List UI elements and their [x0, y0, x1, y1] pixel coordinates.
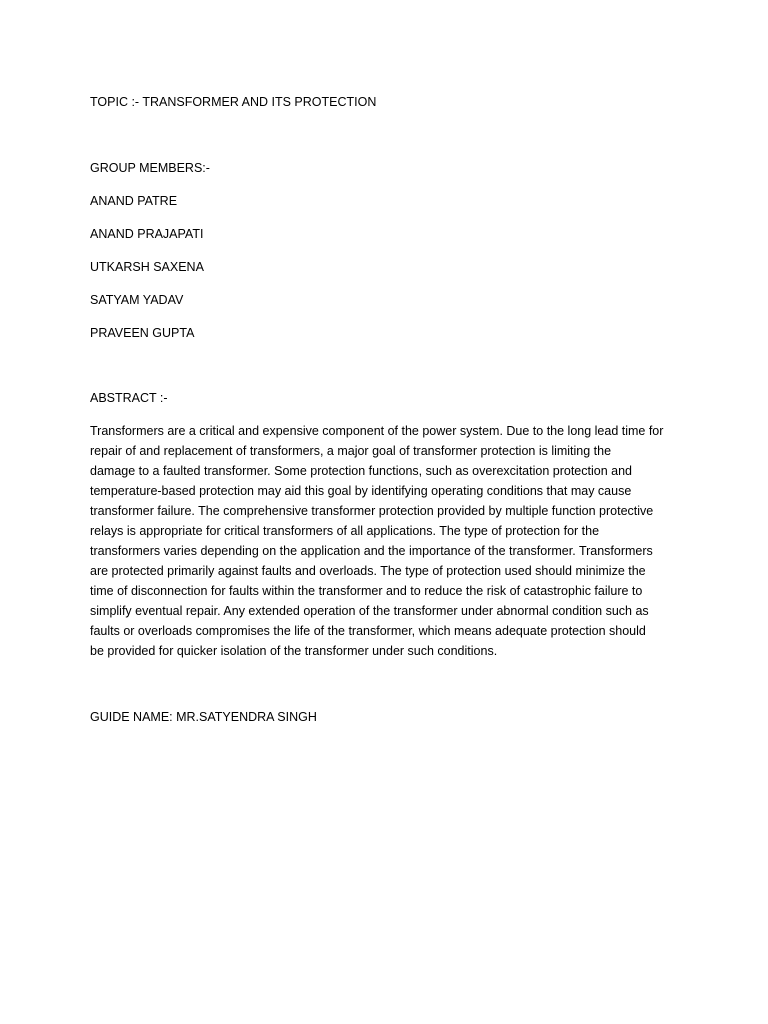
topic-title: TOPIC :- TRANSFORMER AND ITS PROTECTION: [90, 95, 377, 109]
abstract-line: relays is appropriate for critical transformers of all applications. The type of protection for the: [90, 524, 600, 538]
group-member: PRAVEEN GUPTA: [90, 326, 195, 340]
abstract-line: time of disconnection for faults within the transformer and to reduce the risk of catastrophic failure to: [90, 584, 643, 598]
abstract-line: be provided for quicker isolation of the transformer under such conditions.: [90, 644, 498, 658]
group-member: UTKARSH SAXENA: [90, 260, 204, 274]
abstract-line: repair of and replacement of transformers, a major goal of transformer protection is limiting the: [90, 444, 612, 458]
abstract-line: simplify eventual repair. Any extended operation of the transformer under abnormal condition such as: [90, 604, 649, 618]
group-member: ANAND PRAJAPATI: [90, 227, 204, 241]
group-members-heading: GROUP MEMBERS:-: [90, 161, 210, 175]
guide-name: GUIDE NAME: MR.SATYENDRA SINGH: [90, 710, 317, 724]
abstract-line: transformer failure. The comprehensive transformer protection provided by multiple function protective: [90, 504, 654, 518]
group-member: SATYAM YADAV: [90, 293, 184, 307]
abstract-line: are protected primarily against faults and overloads. The type of protection used should minimize the: [90, 564, 646, 578]
abstract-line: faults or overloads compromises the life of the transformer, which means adequate protection should: [90, 624, 646, 638]
abstract-line: transformers varies depending on the application and the importance of the transformer. Transformers: [90, 544, 653, 558]
abstract-line: Transformers are a critical and expensive component of the power system. Due to the long lead time for: [90, 424, 664, 438]
group-member: ANAND PATRE: [90, 194, 178, 208]
abstract-heading: ABSTRACT :-: [90, 391, 168, 405]
abstract-paragraph: [90, 421, 690, 661]
abstract-line: temperature-based protection may aid this goal by identifying operating conditions that may cause: [90, 484, 632, 498]
abstract-line: damage to a faulted transformer. Some protection functions, such as overexcitation protection and: [90, 464, 632, 478]
